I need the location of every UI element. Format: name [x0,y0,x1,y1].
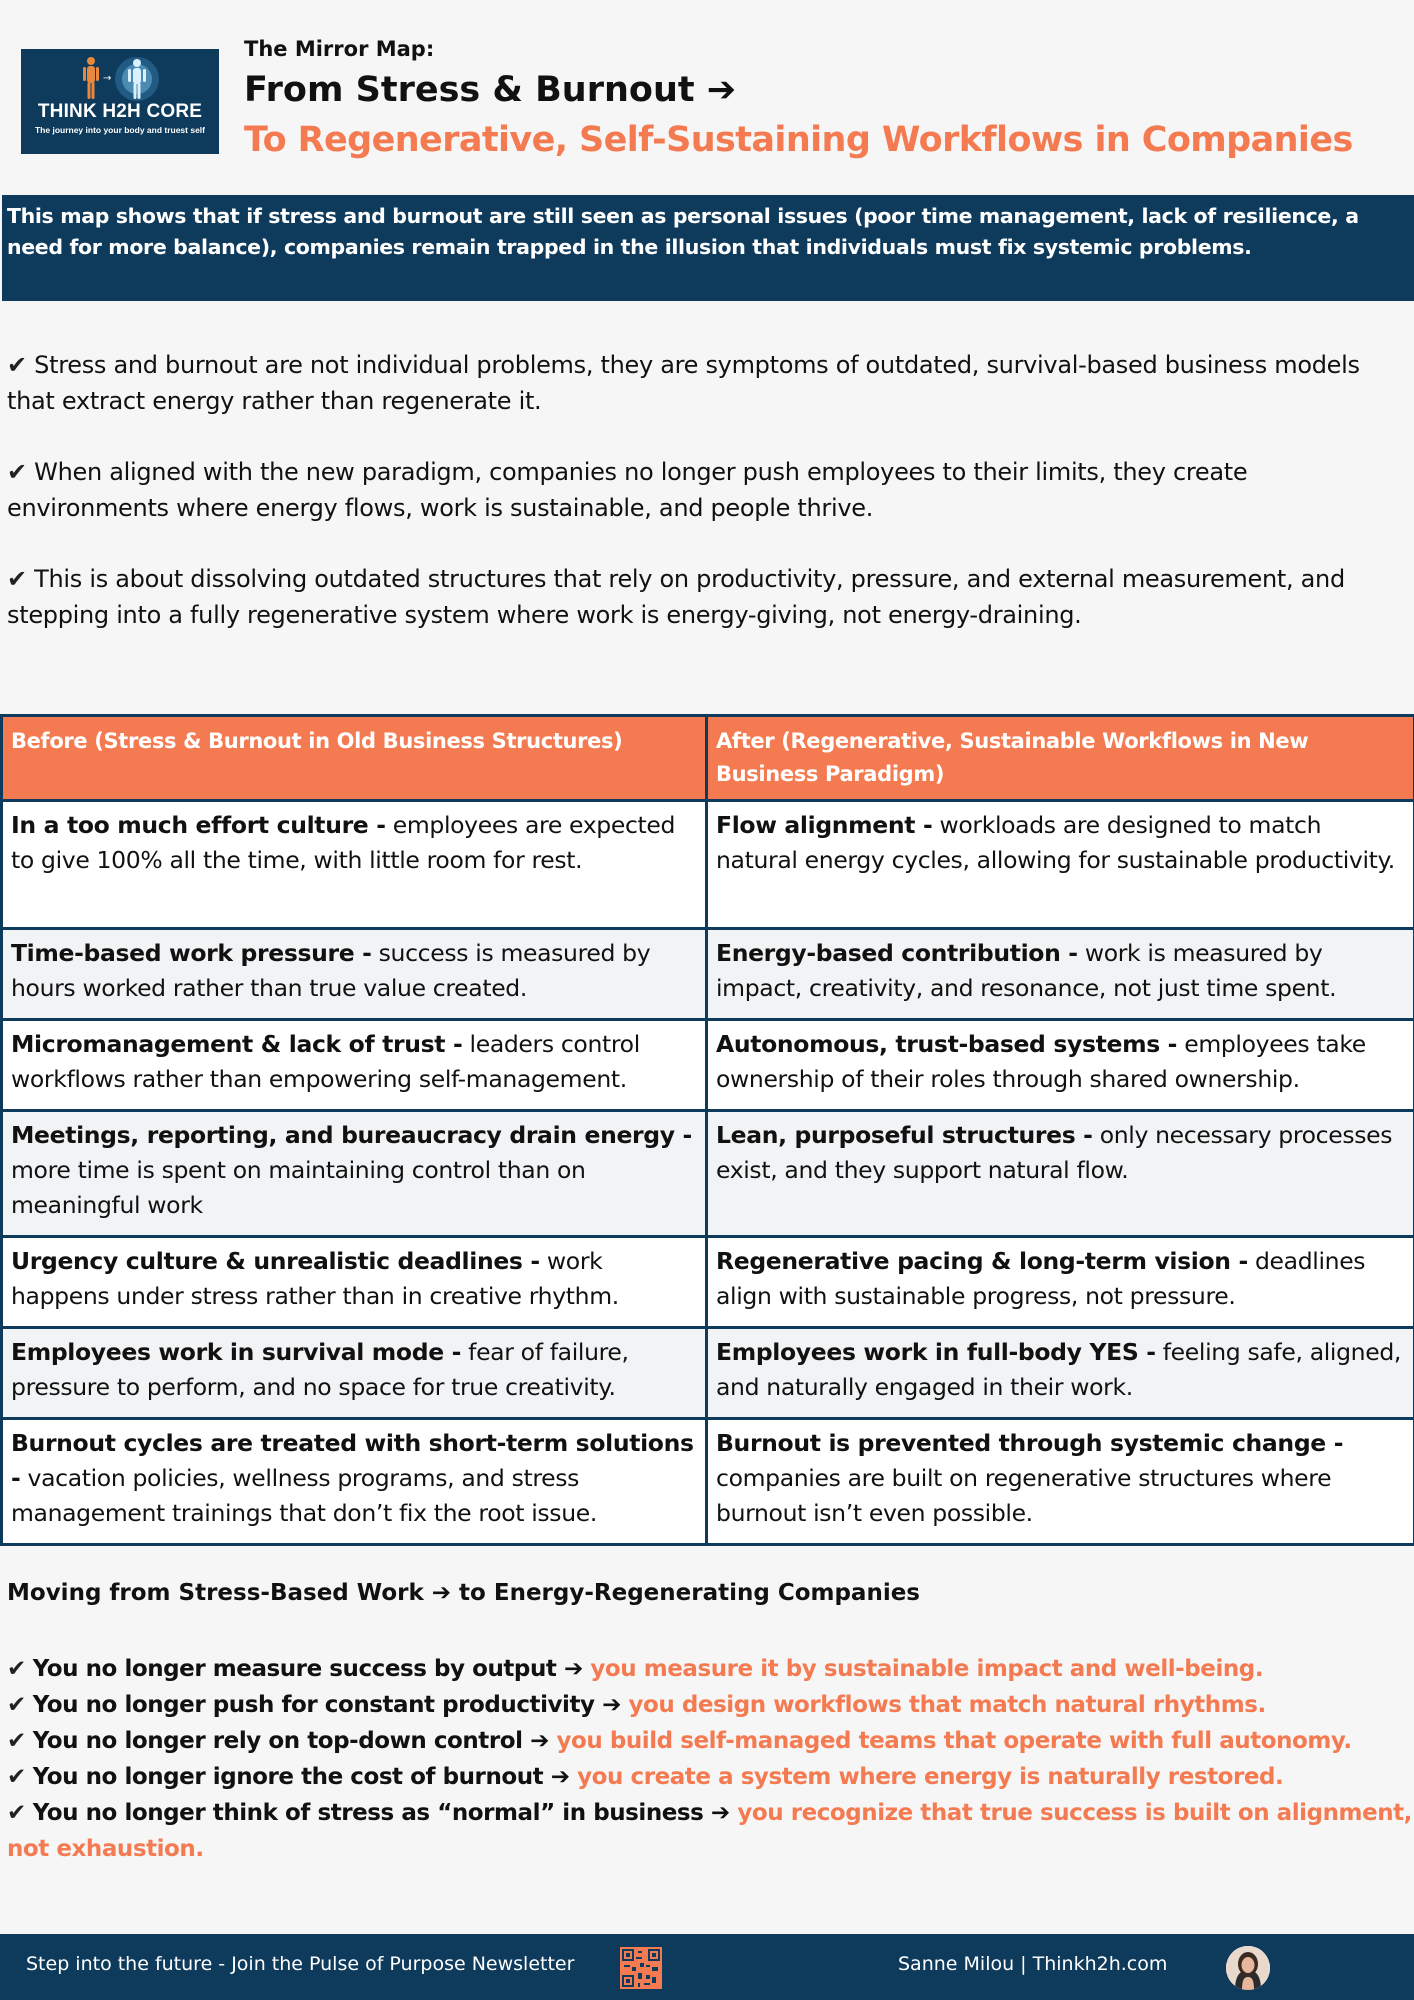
after-cell [707,1111,1414,1237]
human-figures-icon [77,55,163,103]
after-heading: Autonomous, trust-based systems - [716,1030,1178,1058]
newsletter-cta[interactable]: Step into the future - Join the Pulse of Purpose Newsletter [26,1953,575,1975]
closing-lead: You no longer ignore the cost of burnout ➔ [32,1764,578,1790]
before-text: vacation policies, wellness programs, and stress management trainings that don’t fix the root issue. [11,1464,597,1527]
closing-item [7,1687,1412,1723]
author-avatar [1226,1946,1270,1990]
after-heading: Energy-based contribution - [716,939,1078,967]
before-cell [2,1111,707,1237]
closing-item [7,1759,1412,1795]
check-icon: ✔ [7,565,27,593]
before-heading: Time-based work pressure - [11,939,372,967]
after-heading: Burnout is prevented through systemic change - [716,1429,1344,1457]
intro-banner: This map shows that if stress and burnout are still seen as personal issues (poor time management, lack of resilience, a need for more balance), companies remain trapped in the illusion that individuals must fix systemic problems. [2,195,1414,301]
key-points [7,347,1407,668]
before-cell [2,1020,707,1111]
before-heading: Burnout cycles are treated with short-term solutions - [11,1429,694,1492]
closing-result: you build self-managed teams that operate with full autonomy. [556,1728,1352,1754]
closing-heading: Moving from Stress-Based Work ➔ to Energy-Regenerating Companies [7,1580,920,1606]
header-before: Before (Stress & Burnout in Old Business Structures) [2,716,707,801]
before-text: work happens under stress rather than in creative rhythm. [11,1247,619,1310]
before-cell [2,801,707,929]
after-text: workloads are designed to match natural energy cycles, allowing for sustainable productivity. [716,811,1395,874]
header-after: After (Regenerative, Sustainable Workflows in New Business Paradigm) [707,716,1414,801]
before-text: success is measured by hours worked rather than true value created. [11,939,651,1002]
check-icon: ✔ [7,1728,26,1754]
key-point-text: Stress and burnout are not individual problems, they are symptoms of outdated, survival-based business models that extract energy rather than regenerate it. [7,351,1360,415]
after-text: deadlines align with sustainable progress, not pressure. [716,1247,1366,1310]
after-heading: Flow alignment - [716,811,933,839]
before-text: fear of failure, pressure to perform, and no space for true creativity. [11,1338,629,1401]
table-row [2,1020,1414,1111]
table-row [2,1419,1414,1545]
before-cell [2,929,707,1020]
after-heading: Employees work in full-body YES - [716,1338,1156,1366]
table-row [2,929,1414,1020]
closing-list [7,1651,1412,1867]
page-title-line-2: To Regenerative, Self-Sustaining Workflows in Companies [244,120,1353,160]
after-cell [707,929,1414,1020]
closing-result: you measure it by sustainable impact and well-being. [590,1656,1264,1682]
before-text: leaders control workflows rather than empowering self-management. [11,1030,640,1093]
before-cell [2,1419,707,1545]
closing-item [7,1651,1412,1687]
table-header-row [2,716,1414,801]
table-row [2,1328,1414,1419]
closing-item [7,1795,1412,1867]
before-heading: Urgency culture & unrealistic deadlines - [11,1247,540,1275]
svg-text:→: → [103,73,112,84]
qr-code-icon[interactable] [620,1947,662,1989]
after-cell [707,1020,1414,1111]
closing-lead: You no longer rely on top-down control ➔ [32,1728,557,1754]
before-heading: In a too much effort culture - [11,811,386,839]
table-row [2,801,1414,929]
key-point [7,347,1407,419]
before-text: employees are expected to give 100% all the time, with little room for rest. [11,811,676,874]
closing-lead: You no longer think of stress as “normal” in business ➔ [32,1800,738,1826]
closing-item [7,1723,1412,1759]
footer-bar [0,1934,1414,2000]
after-text: companies are built on regenerative structures where burnout isn’t even possible. [716,1464,1332,1527]
check-icon: ✔ [7,1656,26,1682]
check-icon: ✔ [7,458,27,486]
after-text: work is measured by impact, creativity, and resonance, not just time spent. [716,939,1337,1002]
logo-tagline: The journey into your body and truest self [34,125,206,135]
before-cell [2,1237,707,1328]
check-icon: ✔ [7,1692,26,1718]
before-heading: Meetings, reporting, and bureaucracy drain energy - [11,1121,692,1149]
before-text: more time is spent on maintaining control than on meaningful work [11,1156,586,1219]
closing-result: you design workflows that match natural rhythms. [628,1692,1266,1718]
after-cell [707,801,1414,929]
closing-lead: You no longer measure success by output ➔ [32,1656,591,1682]
after-text: employees take ownership of their roles through shared ownership. [716,1030,1366,1093]
after-heading: Lean, purposeful structures - [716,1121,1093,1149]
page-title-line-1: From Stress & Burnout ➔ [244,70,737,110]
before-cell [2,1328,707,1419]
check-icon: ✔ [7,1764,26,1790]
key-point [7,561,1407,633]
check-icon: ✔ [7,351,27,379]
key-point-text: When aligned with the new paradigm, companies no longer push employees to their limits, they create environments where energy flows, work is sustainable, and people thrive. [7,458,1248,522]
author-credit[interactable]: Sanne Milou | Thinkh2h.com [898,1953,1168,1975]
table-row [2,1111,1414,1237]
logo-brand-text: THINK H2H CORE [37,101,203,122]
key-point [7,454,1407,526]
before-heading: Micromanagement & lack of trust - [11,1030,463,1058]
closing-lead: You no longer push for constant productivity ➔ [32,1692,629,1718]
after-heading: Regenerative pacing & long-term vision - [716,1247,1248,1275]
brand-logo [21,49,219,154]
page-kicker: The Mirror Map: [244,37,435,61]
check-icon: ✔ [7,1800,26,1826]
after-cell [707,1328,1414,1419]
closing-result: you recognize that true success is built on alignment, not exhaustion. [7,1800,1412,1862]
after-cell [707,1419,1414,1545]
after-cell [707,1237,1414,1328]
key-point-text: This is about dissolving outdated structures that rely on productivity, pressure, and external measurement, and stepping into a fully regenerative system where work is energy-giving, not energy-draining. [7,565,1345,629]
closing-result: you create a system where energy is naturally restored. [577,1764,1284,1790]
before-after-table [0,714,1414,1546]
after-text: feeling safe, aligned, and naturally engaged in their work. [716,1338,1402,1401]
after-text: only necessary processes exist, and they support natural flow. [716,1121,1393,1184]
table-row [2,1237,1414,1328]
before-heading: Employees work in survival mode - [11,1338,462,1366]
